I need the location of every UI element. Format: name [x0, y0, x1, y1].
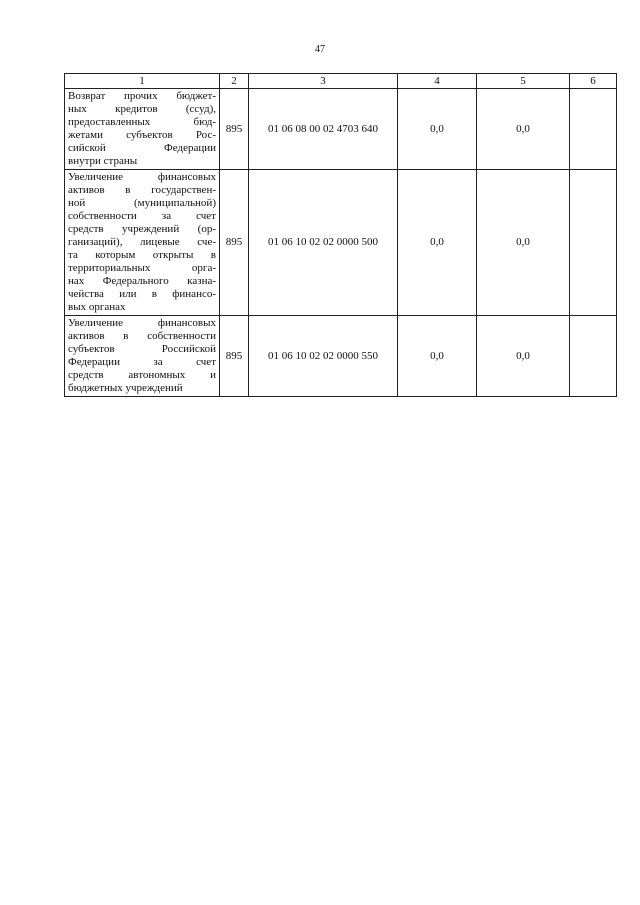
amount-cell-6	[570, 170, 617, 316]
description-line: нах Федерального казна-	[68, 275, 216, 287]
description-line: жетами субъектов Рос-	[68, 129, 216, 141]
amount-cell-4: 0,0	[398, 89, 477, 170]
description-line: бюджетных учреждений	[68, 382, 183, 394]
description-line: предоставленных бюд-	[68, 116, 216, 128]
admin-code-cell: 895	[220, 316, 249, 397]
admin-code-cell: 895	[220, 170, 249, 316]
description-line: средств автономных и	[68, 369, 216, 381]
amount-cell-5: 0,0	[477, 89, 570, 170]
amount-cell-4: 0,0	[398, 170, 477, 316]
table-row	[65, 316, 617, 397]
budget-code-cell: 01 06 10 02 02 0000 500	[249, 170, 398, 316]
description-line: Увеличение финансовых	[68, 317, 216, 329]
description-line: Увеличение финансовых	[68, 171, 216, 183]
description-line: средств учреждений (ор-	[68, 223, 216, 235]
description-line: ных кредитов (ссуд),	[68, 103, 216, 115]
amount-cell-6	[570, 89, 617, 170]
description-line: ной (муниципальной)	[68, 197, 216, 209]
description-line: собственности за счет	[68, 210, 216, 222]
amount-cell-4: 0,0	[398, 316, 477, 397]
amount-cell-5: 0,0	[477, 316, 570, 397]
header-cell: 1	[65, 74, 220, 89]
header-cell: 4	[398, 74, 477, 89]
description-line: сийской Федерации	[68, 142, 216, 154]
description-cell	[65, 316, 220, 397]
description-line: активов в собственности	[68, 330, 216, 342]
header-row	[65, 74, 617, 89]
description-line: та которым открыты в	[68, 249, 216, 261]
description-line: ганизаций), лицевые сче-	[68, 236, 216, 248]
description-line: территориальных орга-	[68, 262, 216, 274]
page-number: 47	[315, 44, 325, 55]
budget-code-cell: 01 06 10 02 02 0000 550	[249, 316, 398, 397]
header-cell: 6	[570, 74, 617, 89]
description-line: Возврат прочих бюджет-	[68, 90, 216, 102]
description-line: вых органах	[68, 301, 126, 313]
description-line: активов в государствен-	[68, 184, 216, 196]
description-line: Федерации за счет	[68, 356, 216, 368]
budget-code-cell: 01 06 08 00 02 4703 640	[249, 89, 398, 170]
description-cell	[65, 89, 220, 170]
header-cell: 5	[477, 74, 570, 89]
description-cell	[65, 170, 220, 316]
description-line: чейства или в финансо-	[68, 288, 216, 300]
table-row	[65, 170, 617, 316]
description-line: внутри страны	[68, 155, 138, 167]
budget-table	[64, 73, 617, 397]
table-row	[65, 89, 617, 170]
header-cell: 2	[220, 74, 249, 89]
admin-code-cell: 895	[220, 89, 249, 170]
description-line: субъектов Российской	[68, 343, 216, 355]
amount-cell-6	[570, 316, 617, 397]
amount-cell-5: 0,0	[477, 170, 570, 316]
header-cell: 3	[249, 74, 398, 89]
